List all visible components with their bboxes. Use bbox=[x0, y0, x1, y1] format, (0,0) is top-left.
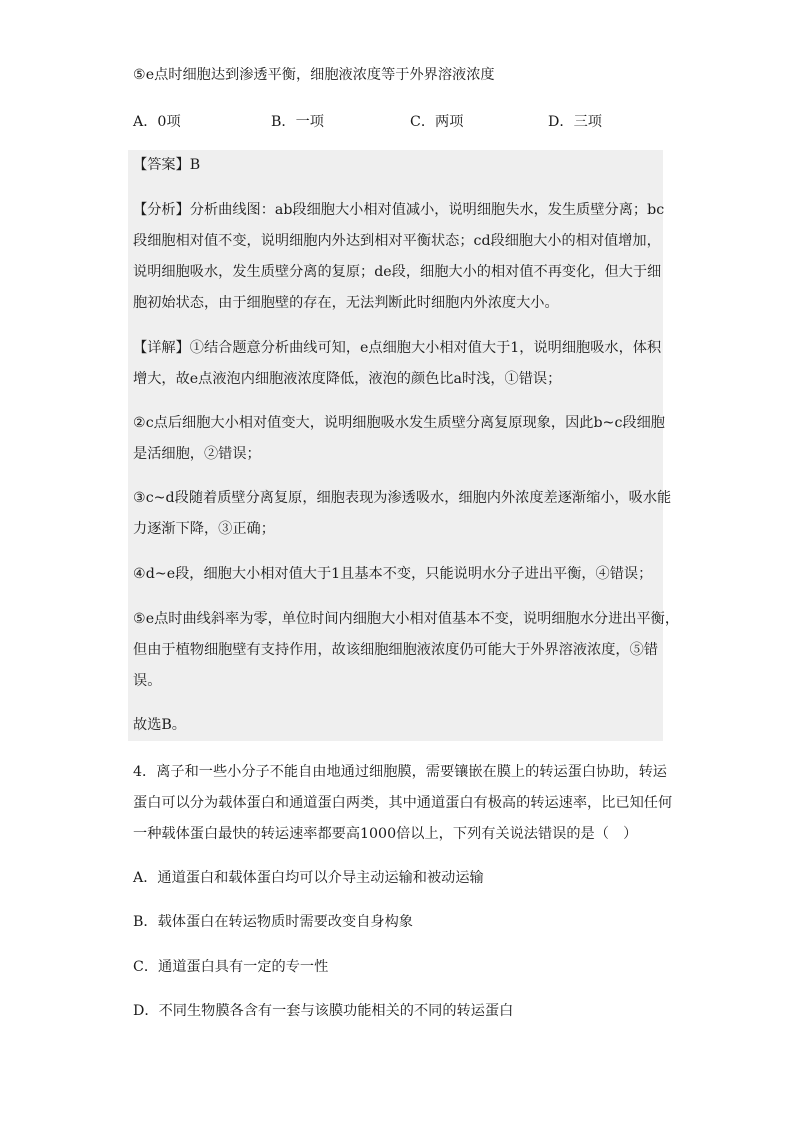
q3-options bbox=[133, 111, 693, 131]
analysis-line: 胞初始状态，由于细胞壁的存在，无法判断此时细胞内外浓度大小。 bbox=[133, 295, 559, 311]
detail-2-line: ②c点后细胞大小相对值变大，说明细胞吸水发生质壁分离复原现象，因此b~c段细胞 bbox=[133, 415, 665, 431]
q4-option-b[interactable]: B．载体蛋白在转运物质时需要改变自身构象 bbox=[133, 914, 413, 930]
detail-5-line: ⑤e点时曲线斜率为零，单位时间内细胞大小相对值基本不变，说明细胞水分进出平衡， bbox=[133, 611, 680, 627]
answer-label: 【答案】B bbox=[133, 157, 201, 173]
question-4-stem: 蛋白可以分为载体蛋白和通道蛋白两类，其中通道蛋白有极高的转运速率，比已知任何 bbox=[133, 795, 673, 811]
conclusion: 故选B。 bbox=[133, 717, 186, 733]
q3-option-a[interactable]: A．0项 bbox=[133, 114, 181, 130]
detail-5-line: 误。 bbox=[133, 673, 162, 689]
statement-5: ⑤e点时细胞达到渗透平衡，细胞液浓度等于外界溶液浓度 bbox=[133, 67, 495, 83]
detail-3-line: 力逐渐下降，③正确； bbox=[133, 521, 275, 537]
detail-5-line: 但由于植物细胞壁有支持作用，故该细胞细胞液浓度仍可能大于外界溶液浓度，⑤错 bbox=[133, 642, 658, 658]
detail-2-line: 是活细胞，②错误； bbox=[133, 446, 261, 462]
q4-option-c[interactable]: C．通道蛋白具有一定的专一性 bbox=[133, 959, 329, 975]
detail-3-line: ③c~d段随着质壁分离复原，细胞表现为渗透吸水，细胞内外浓度差逐渐缩小，吸水能 bbox=[133, 490, 672, 506]
question-4-stem: 4．离子和一些小分子不能自由地通过细胞膜，需要镶嵌在膜上的转运蛋白协助，转运 bbox=[133, 764, 667, 780]
q3-option-c[interactable]: C．两项 bbox=[410, 114, 464, 130]
q3-option-d[interactable]: D．三项 bbox=[548, 114, 602, 130]
q4-option-a[interactable]: A．通道蛋白和载体蛋白均可以介导主动运输和被动运输 bbox=[133, 870, 484, 886]
detail-1-line: 【详解】①结合题意分析曲线可知，e点细胞大小相对值大于1，说明细胞吸水，体积 bbox=[133, 340, 662, 356]
analysis-line: 【分析】分析曲线图：ab段细胞大小相对值减小，说明细胞失水，发生质壁分离；bc bbox=[133, 202, 665, 218]
analysis-line: 说明细胞吸水，发生质壁分离的复原；de段，细胞大小的相对值不再变化，但大于细 bbox=[133, 264, 662, 280]
question-4-stem: 一种载体蛋白最快的转运速率都要高1000倍以上，下列有关说法错误的是（ ） bbox=[133, 826, 638, 842]
analysis-line: 段细胞相对值不变，说明细胞内外达到相对平衡状态；cd段细胞大小的相对值增加， bbox=[133, 233, 661, 249]
q4-option-d[interactable]: D．不同生物膜各含有一套与该膜功能相关的不同的转运蛋白 bbox=[133, 1003, 514, 1019]
detail-1-line: 增大，故e点液泡内细胞液浓度降低，液泡的颜色比a时浅，①错误； bbox=[133, 371, 562, 387]
detail-4-line: ④d~e段，细胞大小相对值大于1且基本不变，只能说明水分子进出平衡，④错误； bbox=[133, 566, 653, 582]
q3-option-b[interactable]: B．一项 bbox=[271, 114, 324, 130]
